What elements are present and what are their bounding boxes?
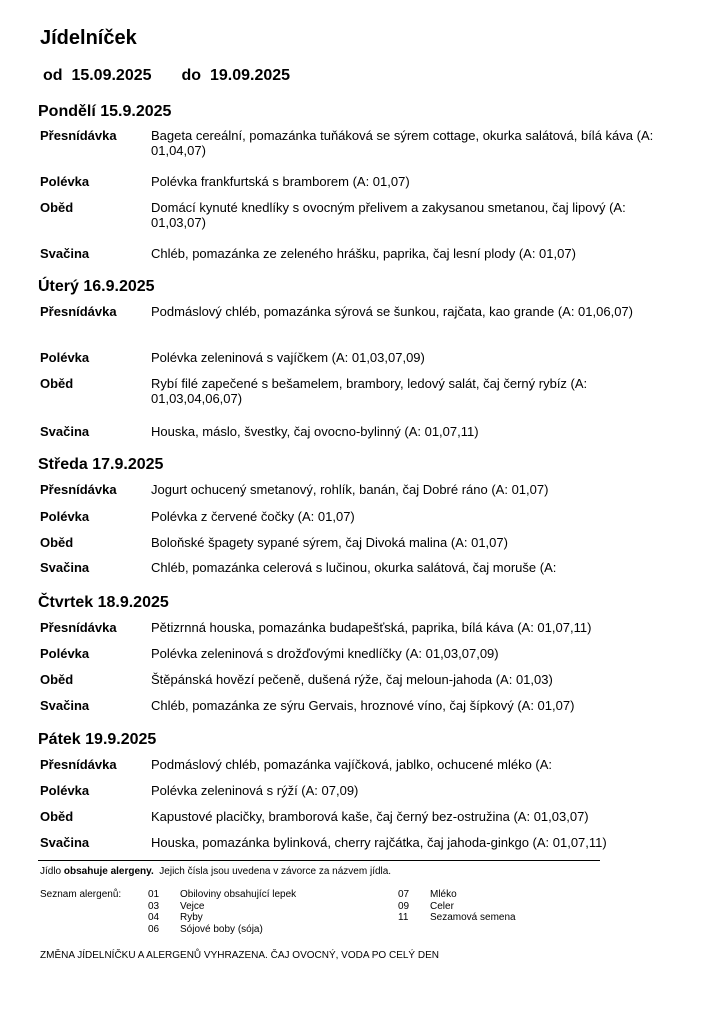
day-heading: Úterý 16.9.2025 xyxy=(38,278,155,295)
meal-label: Polévka xyxy=(40,174,90,189)
meal-label: Přesnídávka xyxy=(40,620,117,635)
meal-value: Štěpánská hovězí pečeně, dušená rýže, čaj meloun-jahoda (A: 01,03) xyxy=(151,672,553,687)
allergen-list-label: Seznam alergenů: xyxy=(40,889,122,900)
meal-label: Přesnídávka xyxy=(40,304,117,319)
meal-label: Svačina xyxy=(40,246,90,261)
day-heading: Středa 17.9.2025 xyxy=(38,456,164,473)
meal-label: Oběd xyxy=(40,535,74,550)
meal-value: Pětizrnná houska, pomazánka budapešťská, paprika, bílá káva (A: 01,07,11) xyxy=(151,620,592,635)
allergen-item: 01 Obiloviny obsahující lepek xyxy=(148,889,297,900)
meal-value: Podmáslový chléb, pomazánka vajíčková, jablko, ochucené mléko (A: xyxy=(151,757,553,772)
meal-value: Polévka zeleninová s drožďovými knedlíčky (A: 01,03,07,09) xyxy=(151,646,499,661)
allergen-list-left xyxy=(148,889,296,935)
day-heading: Čtvrtek 18.9.2025 xyxy=(38,594,169,611)
meal-label: Přesnídávka xyxy=(40,128,117,143)
meal-label: Svačina xyxy=(40,835,90,850)
allergen-item: 03 Vejce xyxy=(148,900,205,912)
to-date: 19.09.2025 xyxy=(209,67,291,84)
meal-label: Svačina xyxy=(40,424,90,439)
to-label: do xyxy=(181,67,202,84)
meal-label: Oběd xyxy=(40,200,74,215)
meal-value: Polévka zeleninová s rýží (A: 07,09) xyxy=(151,783,359,798)
meal-value: Chléb, pomazánka ze sýru Gervais, hroznové víno, čaj šípkový (A: 01,07) xyxy=(151,698,575,713)
allergen-item: 09 Celer xyxy=(398,900,454,912)
meal-label: Oběd xyxy=(40,809,74,824)
meal-label: Přesnídávka xyxy=(40,757,117,772)
allergen-item: 11 Sezamová semena xyxy=(398,912,516,923)
from-label: od xyxy=(43,67,63,84)
day-heading: Pondělí 15.9.2025 xyxy=(38,103,172,120)
meal-value: Bageta cereální, pomazánka tuňáková se sýrem cottage, okurka salátová, bílá káva (A: 01,04,07) xyxy=(151,128,654,158)
meal-value: Chléb, pomazánka ze zeleného hrášku, paprika, čaj lesní plody (A: 01,07) xyxy=(151,246,576,261)
meal-label: Přesnídávka xyxy=(40,482,117,497)
meal-value: Boloňské špagety sypané sýrem, čaj Divoká malina (A: 01,07) xyxy=(151,535,508,550)
meal-value: Polévka frankfurtská s bramborem (A: 01,07) xyxy=(151,174,410,189)
meal-value: Chléb, pomazánka celerová s lučinou, okurka salátová, čaj moruše (A: xyxy=(151,560,557,575)
meal-value: Polévka zeleninová s vajíčkem (A: 01,03,07,09) xyxy=(151,350,425,365)
meal-label: Polévka xyxy=(40,646,90,661)
meal-value: Kapustové placičky, bramborová kaše, čaj černý bez-ostružina (A: 01,03,07) xyxy=(151,809,589,824)
meal-label: Svačina xyxy=(40,560,90,575)
meal-label: Oběd xyxy=(40,376,74,391)
meal-label: Svačina xyxy=(40,698,90,713)
meal-label: Polévka xyxy=(40,783,90,798)
footer-note: ZMĚNA JÍDELNÍČKU A ALERGENŮ VYHRAZENA. ČAJ OVOCNÝ, VODA PO CELÝ DEN xyxy=(40,950,439,961)
date-range xyxy=(43,67,290,85)
meal-value: Houska, máslo, švestky, čaj ovocno-bylinný (A: 01,07,11) xyxy=(151,424,479,439)
meal-value: Podmáslový chléb, pomazánka sýrová se šunkou, rajčata, kao grande (A: 01,06,07) xyxy=(151,304,633,319)
allergen-item: 04 Ryby xyxy=(148,912,203,923)
meal-value: Houska, pomazánka bylinková, cherry rajčátka, čaj jahoda-ginkgo (A: 01,07,11) xyxy=(151,835,607,850)
from-date: 15.09.2025 xyxy=(71,67,152,84)
allergen-note: Jídlo obsahuje alergeny. Jejich čísla jsou uvedena v závorce za názvem jídla. xyxy=(40,866,392,877)
meal-value: Polévka z červené čočky (A: 01,07) xyxy=(151,509,355,524)
meal-label: Polévka xyxy=(40,350,90,365)
meal-value: Rybí filé zapečené s bešamelem, brambory, ledový salát, čaj černý rybíz (A: 01,03,04,06,07) xyxy=(151,376,588,406)
menu-title: Jídelníček xyxy=(40,27,137,49)
allergen-item: 06 Sójové boby (sója) xyxy=(148,923,263,935)
meal-label: Oběd xyxy=(40,672,74,687)
divider xyxy=(38,860,600,861)
day-heading: Pátek 19.9.2025 xyxy=(38,731,157,748)
allergen-item: 07 Mléko xyxy=(398,889,457,900)
meal-label: Polévka xyxy=(40,509,90,524)
meal-value: Jogurt ochucený smetanový, rohlík, banán, čaj Dobré ráno (A: 01,07) xyxy=(151,482,549,497)
allergen-list-right xyxy=(398,889,516,924)
meal-value: Domácí kynuté knedlíky s ovocným přelivem a zakysanou smetanou, čaj lipový (A: 01,03,07) xyxy=(151,200,626,230)
